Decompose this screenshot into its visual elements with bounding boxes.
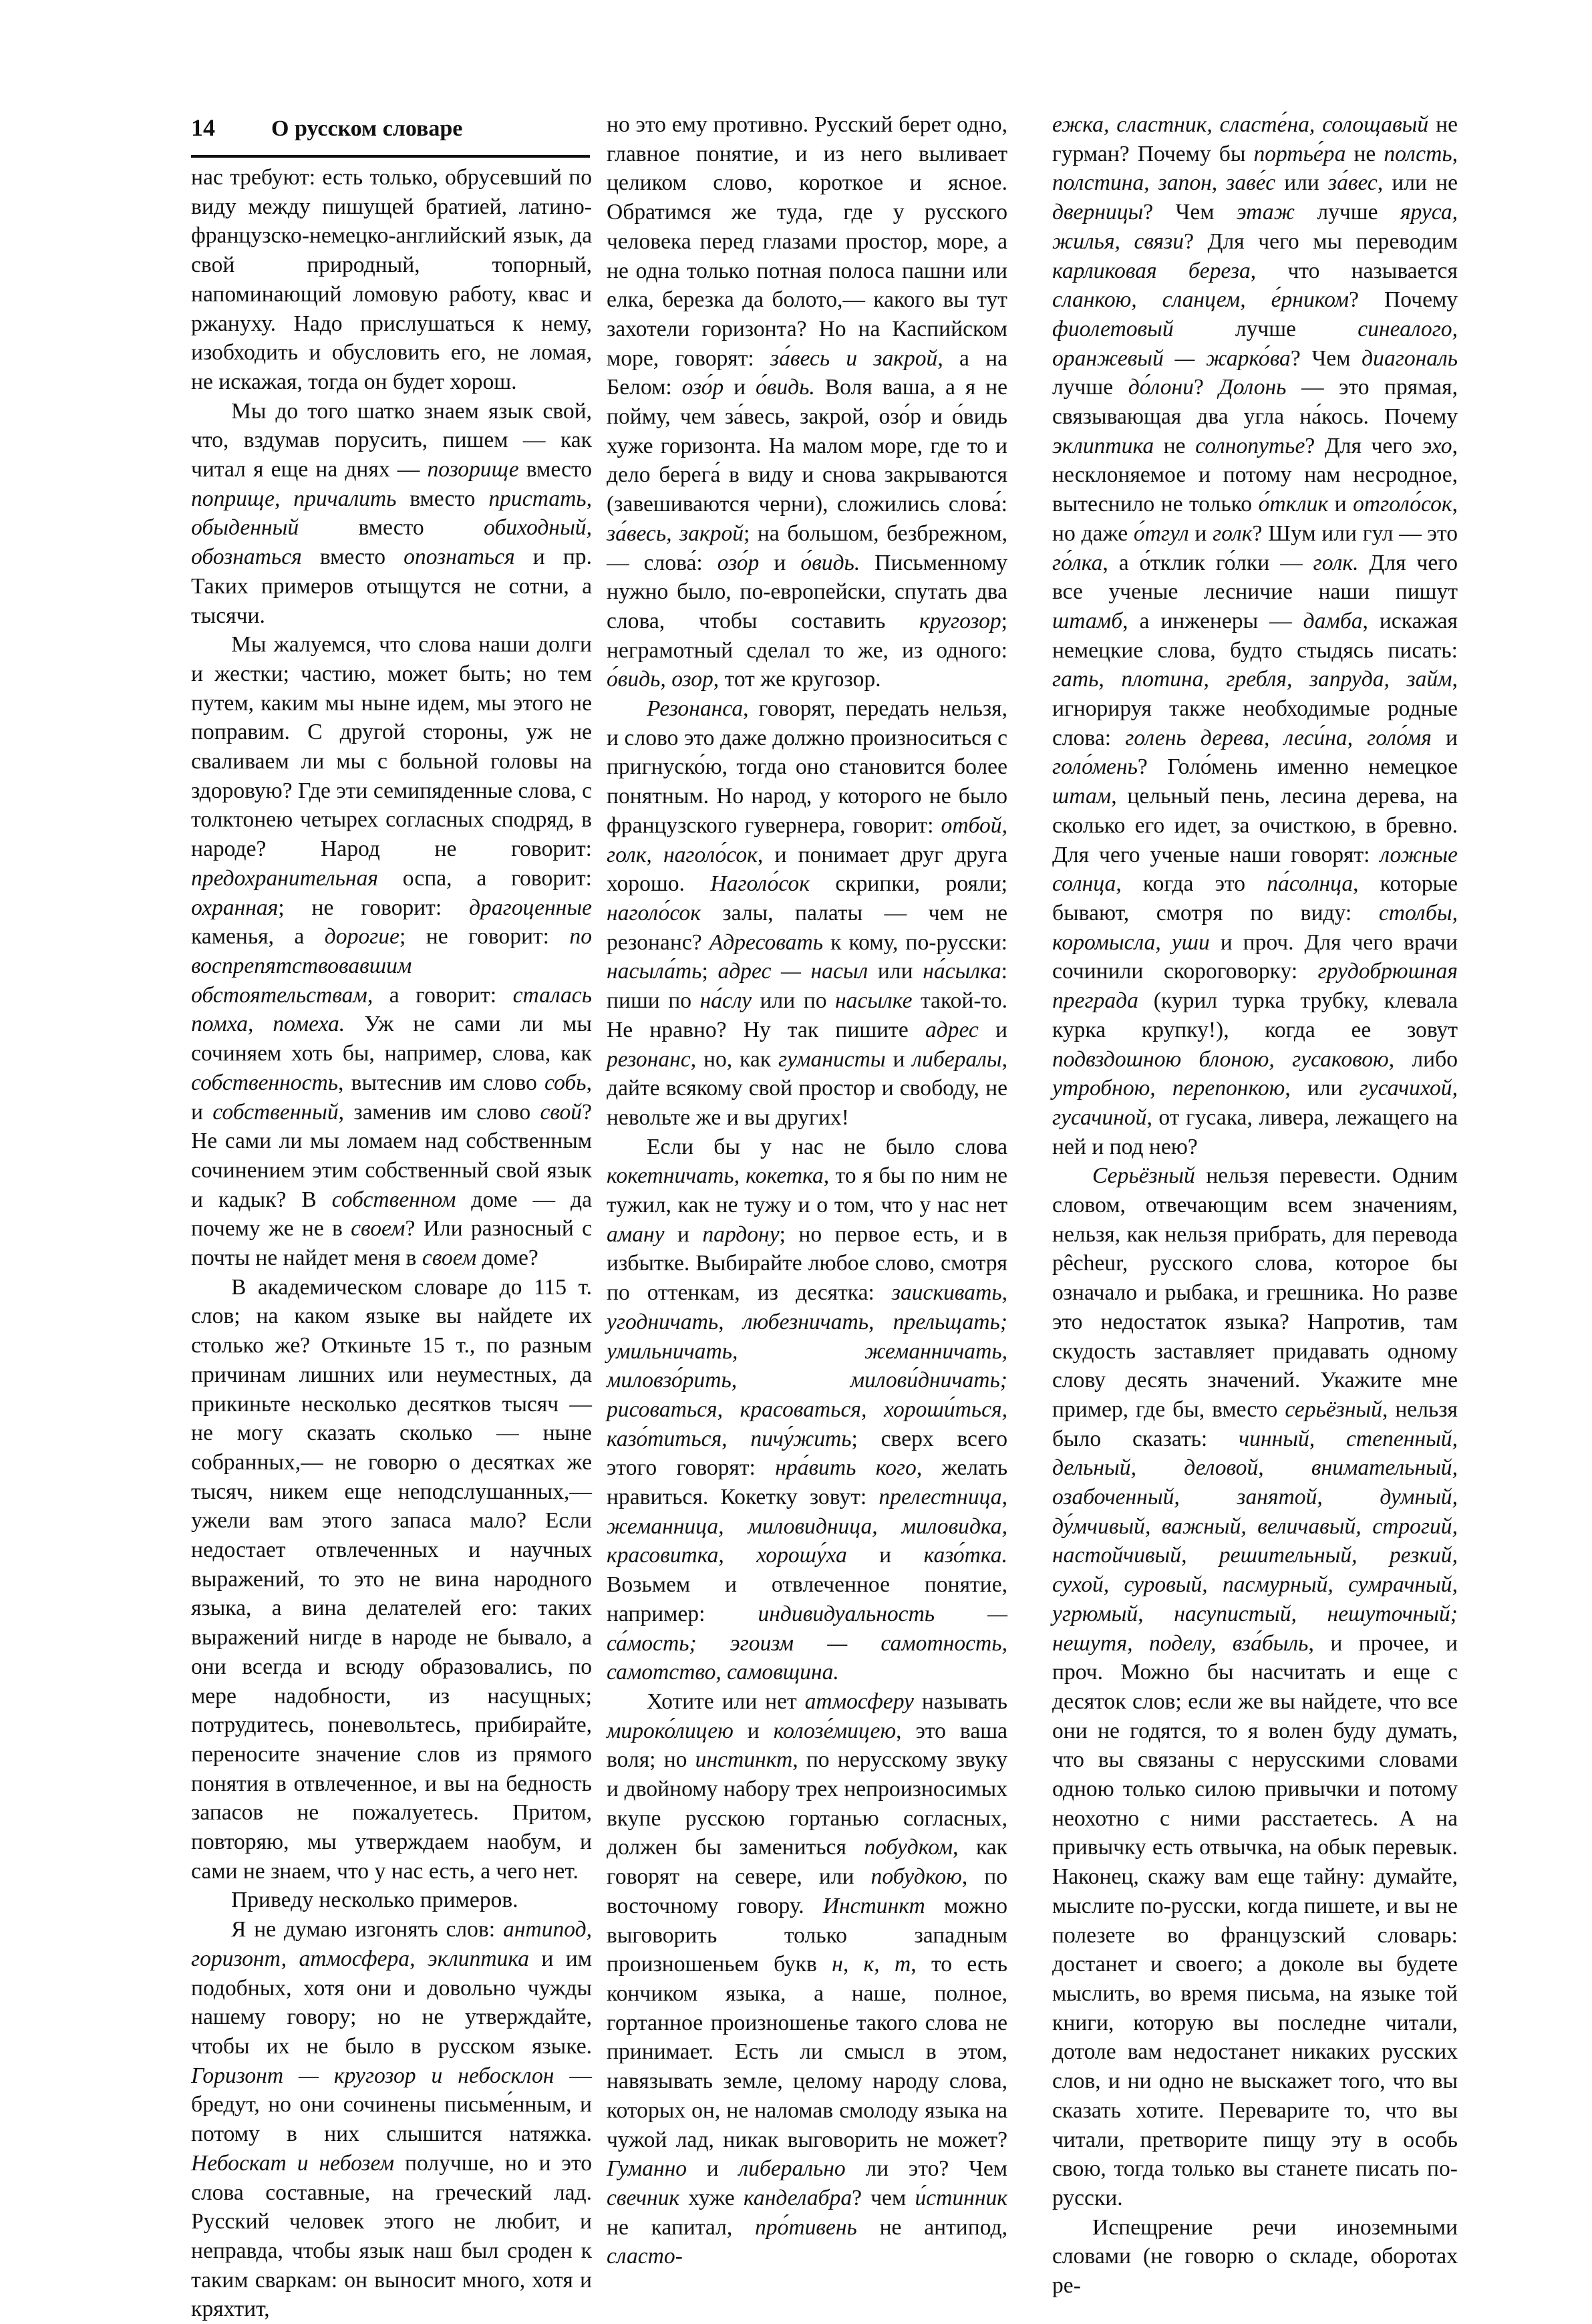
text-column-3 (1052, 110, 1458, 2301)
text-column-2 (607, 110, 1007, 2271)
paragraph: ежка, сластник, сласте́на, солощавый не гурман? Почему бы портье́ра не полсть, полстина, запон, заве́с или за́вес, или не дверницы? Чем этаж лучше яруса, жилья, связи? Для чего мы переводим карликовая береза, что называется сланкою, сланцем, е́рником? Почему фиолетовый лучше синеалого, оранжевый — жарко́ва? Чем диагональ лучше до́лони? Долонь — это прямая, связывающая два угла на́кось. Почему эклиптика не солнопутье? Для чего эхо, несклоняемое и потому нам несродное, вытеснило не только о́тклик и отголо́сок, но даже о́тгул и голк? Шум или гул — это го́лка, а о́тклик го́лки — голк. Для чего все ученые лесничие наши пишут штамб, а инженеры — дамба, искажая немецкие слова, будто стыдясь писать: гать, плотина, гребля, запруда, займ, игнорируя также необходимые родные слова: голень дерева, леси́на, голо́мя и голо́мень? Голо́мень именно немецкое штам, цельный пень, лесина дерева, на сколько его идет, за очисткою, в бревно. Для чего ученые наши говорят: ложные солнца, когда это па́солнца, которые бывают, смотря по виду: столбы, коромысла, уши и проч. Для чего врачи сочинили скороговорку: грудобрюшная преграда (курил турка трубку, клевала курка крупку!), когда ее зовут подвздошною блоною, гусаковою, либо утробною, перепонкою, или гусачихой, гусачиной, от гусака, ливера, лежащего на ней и под нею? (1052, 112, 1458, 1159)
paragraph: Мы до того шатко знаем язык свой, что, вздумав порусить, пишем — как читал я еще на днях — позорище вместо поприще, причалить вместо пристать, обыденный вместо обиходный, обознаться вместо опознаться и пр. Таких примеров отыщутся не сотни, а тысячи. (191, 398, 592, 628)
paragraph: нас требуют: есть только, обрусевший по виду между пишущей братией, латино-французско-немецко-английский язык, да свой природный, топорный, напоминающий ломовую работу, квас и ржануху. Надо прислушаться к нему, изобходить и обусловить его, не ломая, не искажая, тогда он будет хорош. (191, 165, 592, 394)
paragraph: Резонанса, говорят, передать нельзя, и слово это даже должно произноситься с пригнуско́ю, тогда оно становится более понятным. Но народ, у которого не было французского гувернера, говорит: отбой, голк, наголо́сок, и понимает друг друга хорошо. Наголо́сок скрипки, рояли; наголо́сок залы, палаты — чем не резонанс? Адресовать к кому, по-русски: насыла́ть; адрес — насыл или на́сылка: пиши по на́слу или по насылке такой-то. Не нравно? Ну так пишите адрес и резонанс, но, как гуманисты и либералы, дайте всякому свой простор и свободу, не невольте же и вы других! (607, 696, 1008, 1130)
running-head (191, 114, 590, 158)
paragraph: Если бы у нас не было слова кокетничать, кокетка, то я бы по ним не тужил, как не тужу и о том, что у нас нет аману и пардону; но первое есть, и в избытке. Выбирайте любое слово, смотря по оттенкам, из десятка: заискивать, угодничать, любезничать, прельщать; умильничать, жеманничать, миловзо́рить, милови́дничать; рисоваться, красоваться, хороши́ться, казо́титься, пичу́жить; сверх всего этого говорят: нра́вить кого, желать нравиться. Кокетку зовут: прелестница, жеманница, миловидница, миловидка, красовитка, хорошу́ха и казо́тка. Возьмем и отвлеченное понятие, например: индивидуальность — са́мость; эгоизм — самотность, самотство, самовщина. (607, 1134, 1008, 1685)
paragraph: В академическом словаре до 115 т. слов; на каком языке вы найдете их столько же? Откиньте 15 т., по разным причинам лишних или неуместных, да прикиньте несколько десятков тысяч — не могу сказать сколько — ныне собранных,— не говорю о десятках же тысяч, никем еще неподслушанных,— ужели вам этого запаса мало? Если недостает отвлеченных и научных выражений, то это не вина народного языка, а вина делателей его: таких выражений нигде в народе не бывало, а они всегда и всюду образовались, по мере надобности, из насущных; потрудитесь, поневольтесь, прибирайте, переносите значение слов из прямого понятия в отвлеченное, и вы на бедность запасов не пожалуетесь. Притом, повторяю, мы утверждаем наобум, и сами не знаем, что у нас есть, а чего нет. (191, 1274, 592, 1884)
paragraph: Мы жалуемся, что слова наши долги и жестки; частию, может быть; но тем путем, каким мы ныне идем, мы этого не поправим. С другой стороны, уж не сваливаем ли мы с больной головы на здоровую? Где эти семипяденные слова, с толктонею четырех согласных сподряд, в народе? Народ не говорит: предохранительная оспа, а говорит: охранная; не говорит: драгоценные каменья, а дорогие; не говорит: по воспрепятствовавшим обстоятельствам, а говорит: сталась помха, помеха. Уж не сами ли мы сочиняем хоть бы, например, слова, как собственность, вытеснив им слово собь, и собственный, заменив им слово свой? Не сами ли мы ломаем над собственным сочинением этим собственный свой язык и кадык? В собственном доме — да почему же не в своем? Или разносный с почты не найдет меня в своем доме? (191, 632, 593, 1271)
page-number: 14 (191, 114, 215, 141)
paragraph: Я не думаю изгонять слов: антипод, горизонт, атмосфера, эклиптика и им подобных, хотя они и довольно чужды нашему говору; но не утверждайте, чтобы их не было в русском языке. Горизонт — кругозор и небосклон — бредут, но они сочинены письме́нным, и потому в них слышится натяжка. Небоскат и небозем получше, но и это слова составные, на греческий лад. Русский человек этого не любит, и неправда, чтобы язык наш был сроден к таким сваркам: он выносит много, хотя и кряхтит, (191, 1917, 592, 2322)
text-column-1 (191, 163, 592, 2324)
paragraph: но это ему противно. Русский берет одно, главное понятие, и из него выливает целиком слово, короткое и ясное. Обратимся же туда, где у русского человека перед глазами простор, море, а не одна только потная полоса пашни или елка, березка да болото,— какого вы тут захотели горизонта? Но на Каспийском море, говорят: за́весь и закрой, а на Белом: озо́р и о́видь. Воля ваша, а я не пойму, чем за́весь, закрой, озо́р и о́видь хуже горизонта. На малом море, где то и дело берега́ в виду и снова закрываются (завешиваются черни), сложились слова́: за́весь, закрой; на большом, безбрежном,— слова́: озо́р и о́видь. Письменному нужно было, по-европейски, спутать два слова, чтобы составить кругозор; неграмотный сделал то же, из одного: о́видь, озор, тот же кругозор. (607, 112, 1008, 692)
paragraph: Испещрение речи иноземными словами (не говорю о складе, оборотах ре- (1052, 2214, 1458, 2299)
paragraph: Серьёзный нельзя перевести. Одним словом, отвечающим всем значениям, нельзя, как нельзя прибрать, для перевода pêcheur, русского слова, которое бы означало и рыбака, и грешника. Но разве это недостаток языка? Напротив, там скудость заставляет придавать одному слову десять значений. Укажите мне пример, где бы, вместо серьёзный, нельзя было сказать: чинный, степенный, дельный, деловой, внимательный, озабоченный, занятой, думный, ду́мчивый, важный, величавый, строгий, настойчивый, решительный, резкий, сухой, суровый, пасмурный, сумрачный, угрюмый, насупистый, нешуточный; нешутя, поделу, вза́быль, и прочее, и проч. Можно бы насчитать и еще с десяток слов; если же вы найдете, что все они не годятся, то я волен буду думать, что вы связаны с нерусскими словами одною только силою привычки и потому неохотно с ними расстаетесь. А на привычку есть отвычка, на обык перевык. Наконец, скажу вам еще тайну: думайте, мыслите по-русски, когда пишете, и вы не полезете во французский словарь: достанет и своего; а доколе вы будете мыслить, во время письма, на языке той книги, которую вы последне читали, дотоле вам недостанет никаких русских слов, и ни одно не выскажет того, что вы сказать хотите. Переварите то, что вы читали, претворите пищу эту в особь свою, тогда только вы станете писать по-русски. (1052, 1163, 1458, 2210)
paragraph: Приведу несколько примеров. (231, 1888, 518, 1913)
section-title: О русском словаре (271, 116, 463, 141)
paragraph: Хотите или нет атмосферу называть мироко́лицею и колозе́мицею, это ваша воля; но инстинкт, по нерусскому звуку и двойному набору трех непроизносимых вкупе русскою гортанью согласных, должен бы замениться побудком, как говорят на севере, или побудкою, по восточному говору. Инстинкт можно выговорить только западным произношеньем букв н, к, т, то есть кончиком языка, а наше, полное, гортанное произношенье такого слова не принимает. Есть ли смысл в этом, навязывать земле, целому народу слова, которых он, не наломав смолоду языка на чужой лад, никак выговорить не может? Гуманно и либерально ли это? Чем свечник хуже канделабра? чем и́стинник не капитал, про́тивень не антипод, сласто- (607, 1689, 1007, 2269)
